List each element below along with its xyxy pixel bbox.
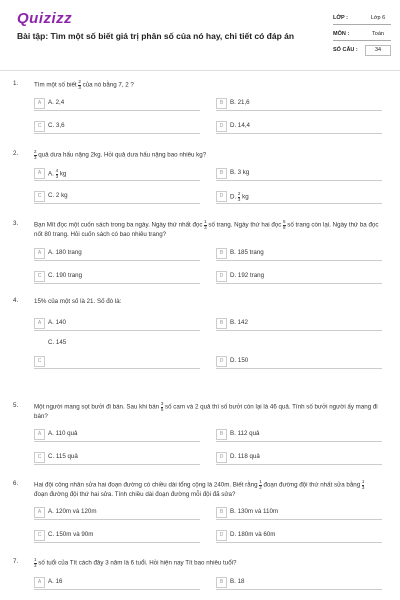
option-letter: C bbox=[34, 271, 45, 282]
option-c[interactable] bbox=[34, 191, 200, 204]
option-letter: D bbox=[216, 191, 227, 202]
option-letter: D bbox=[216, 452, 227, 463]
option-letter: A bbox=[34, 318, 45, 329]
quizizz-logo: Quizizz bbox=[17, 10, 73, 27]
option-d[interactable] bbox=[216, 452, 382, 465]
option-letter: D bbox=[216, 530, 227, 541]
question-number: 2. bbox=[13, 150, 19, 157]
fraction-2-3: $\frac{2}{3}$ bbox=[34, 149, 37, 160]
page-title: Bài tập: Tìm một số biết giá trị phân số của nó hay, chi tiết có đáp án bbox=[17, 31, 295, 41]
option-letter: C bbox=[34, 452, 45, 463]
option-text: C. 115 quả bbox=[48, 453, 78, 460]
option-a[interactable] bbox=[34, 248, 200, 261]
option-text: C. 190 trang bbox=[48, 272, 83, 279]
option-text: D. $\frac{2}{3}$ kg bbox=[230, 191, 249, 202]
option-d[interactable] bbox=[216, 271, 382, 284]
meta-label: LỚP : bbox=[333, 15, 348, 21]
option-c[interactable] bbox=[34, 338, 200, 350]
meta-label: MÔN : bbox=[333, 31, 350, 37]
fraction-1-3: $\frac{1}{3}$ bbox=[204, 219, 207, 230]
question-number: 3. bbox=[13, 220, 19, 227]
option-text: D. 150 bbox=[230, 357, 249, 364]
option-letter: B bbox=[216, 507, 227, 518]
option-letter: C bbox=[34, 356, 45, 367]
option-a[interactable] bbox=[34, 507, 200, 520]
option-letter: B bbox=[216, 168, 227, 179]
fraction-3-5: $\frac{3}{5}$ bbox=[160, 401, 164, 412]
option-b[interactable] bbox=[216, 248, 382, 261]
option-text: B. 18 bbox=[230, 578, 245, 585]
option-b[interactable] bbox=[216, 577, 382, 590]
fraction-1-3: $\frac{1}{3}$ bbox=[34, 557, 37, 568]
option-b[interactable] bbox=[216, 318, 382, 331]
option-letter: A bbox=[34, 429, 45, 440]
fraction-1-3: $\frac{1}{3}$ bbox=[361, 479, 365, 490]
option-letter: B bbox=[216, 318, 227, 329]
meta-value: 34 bbox=[374, 47, 382, 53]
option-text: C. 3,6 bbox=[48, 122, 65, 129]
option-d[interactable] bbox=[216, 121, 382, 134]
option-text: C. 2 kg bbox=[48, 192, 68, 199]
option-b[interactable] bbox=[216, 507, 382, 520]
header-divider bbox=[0, 70, 400, 71]
option-text: A. 110 quả bbox=[48, 430, 78, 437]
option-text: A. 16 bbox=[48, 578, 63, 585]
question-text: Bạn Mít đọc một cuốn sách trong ba ngày. Ngày thứ nhất đọc $\frac{1}{3}$ số trang. Ngày thứ hai đọc $\frac{5}{8}$ số trang còn lại. Ngày thứ ba đọc nốt 80 trang. Hỏi cuốn sách có bao nhiêu trang? bbox=[34, 219, 379, 238]
option-text: B. 185 trang bbox=[230, 249, 264, 256]
option-c[interactable] bbox=[34, 121, 200, 134]
option-a[interactable] bbox=[34, 168, 200, 181]
option-letter: D bbox=[216, 356, 227, 367]
option-text: B. 142 bbox=[230, 319, 248, 326]
option-b[interactable] bbox=[216, 429, 382, 442]
option-text: D. 14,4 bbox=[230, 122, 250, 129]
option-text: C. 145 bbox=[48, 339, 67, 346]
meta-value: Lớp 6 bbox=[370, 15, 386, 21]
option-letter: C bbox=[34, 121, 45, 132]
option-text: B. 112 quả bbox=[230, 430, 260, 437]
option-d[interactable] bbox=[216, 191, 382, 204]
option-a[interactable] bbox=[34, 98, 200, 111]
option-d[interactable] bbox=[216, 356, 382, 369]
option-a[interactable] bbox=[34, 577, 200, 590]
option-text: B. 3 kg bbox=[230, 169, 250, 176]
question-text: $\frac{1}{3}$ số tuổi của Tít cách đây 3 năm là 6 tuổi. Hỏi hiện nay Tít bao nhiêu tuổi? bbox=[34, 557, 237, 568]
worksheet-header bbox=[0, 0, 400, 70]
option-text: A. 2,4 bbox=[48, 99, 65, 106]
option-a[interactable] bbox=[34, 429, 200, 442]
option-c-blank[interactable] bbox=[34, 356, 200, 369]
question-number: 5. bbox=[13, 402, 19, 409]
question-number: 1. bbox=[13, 80, 19, 87]
meta-label: SỐ CÂU : bbox=[333, 47, 358, 53]
option-text: B. 130m và 110m bbox=[230, 508, 279, 515]
option-letter: A bbox=[34, 507, 45, 518]
meta-value: Toán bbox=[372, 31, 384, 37]
question-text: 15% của một số là 21. Số đó là: bbox=[34, 298, 122, 305]
option-letter: B bbox=[216, 577, 227, 588]
fraction-4-3: $\frac{4}{3}$ bbox=[55, 168, 59, 179]
option-c[interactable] bbox=[34, 271, 200, 284]
question-text: $\frac{2}{3}$ quả dưa hấu nặng 2kg. Hỏi quả dưa hấu nặng bao nhiêu kg? bbox=[34, 149, 207, 160]
fraction-2-3: $\frac{2}{3}$ bbox=[78, 79, 81, 90]
option-c[interactable] bbox=[34, 530, 200, 543]
option-d[interactable] bbox=[216, 530, 382, 543]
question-text: Một người mang sọt bưởi đi bán. Sau khi bán $\frac{3}{5}$ số cam và 2 quả thì số bưởi còn lại là 46 quả. Tính số bưởi người ấy mang đi bán? bbox=[34, 401, 378, 420]
question-text: Hai đội công nhân sửa hai đoạn đường có chiều dài tổng cộng là 240m. Biết rằng $\frac{1}{2}$ đoạn đường đội thứ nhất sửa bằng $\frac{1}{3}$ đoạn đường đội thứ hai sửa. Tính chiều dài đoạn đường mỗi đội đã sửa? bbox=[34, 479, 365, 498]
option-a[interactable] bbox=[34, 318, 200, 331]
option-b[interactable] bbox=[216, 98, 382, 111]
option-text: D. 180m và 60m bbox=[230, 531, 276, 538]
fraction-1-2: $\frac{1}{2}$ bbox=[259, 479, 262, 490]
option-text: A. 120m và 120m bbox=[48, 508, 97, 515]
option-letter: D bbox=[216, 271, 227, 282]
option-letter: D bbox=[216, 121, 227, 132]
fraction-5-8: $\frac{5}{8}$ bbox=[283, 219, 286, 230]
option-letter: C bbox=[34, 191, 45, 202]
option-b[interactable] bbox=[216, 168, 382, 181]
option-letter: A bbox=[34, 168, 45, 179]
option-letter: B bbox=[216, 429, 227, 440]
option-text: A. 140 bbox=[48, 319, 66, 326]
option-text: A. $\frac{4}{3}$ kg bbox=[48, 168, 67, 179]
option-text: D. 192 trang bbox=[230, 272, 265, 279]
option-text: A. 180 trang bbox=[48, 249, 82, 256]
question-number: 6. bbox=[13, 480, 19, 487]
option-text: D. 118 quả bbox=[230, 453, 260, 460]
option-letter: B bbox=[216, 98, 227, 109]
option-letter: B bbox=[216, 248, 227, 259]
option-text: C. 150m và 90m bbox=[48, 531, 94, 538]
option-letter: A bbox=[34, 577, 45, 588]
option-text: B. 21,6 bbox=[230, 99, 250, 106]
option-letter: C bbox=[34, 530, 45, 541]
fraction-2-3: $\frac{2}{3}$ bbox=[237, 191, 241, 202]
option-letter: A bbox=[34, 248, 45, 259]
option-c[interactable] bbox=[34, 452, 200, 465]
option-letter: A bbox=[34, 98, 45, 109]
question-number: 7. bbox=[13, 558, 19, 565]
question-text: Tìm một số biết $\frac{2}{3}$ của nó bằng 7, 2 ? bbox=[34, 79, 134, 90]
question-number: 4. bbox=[13, 297, 19, 304]
